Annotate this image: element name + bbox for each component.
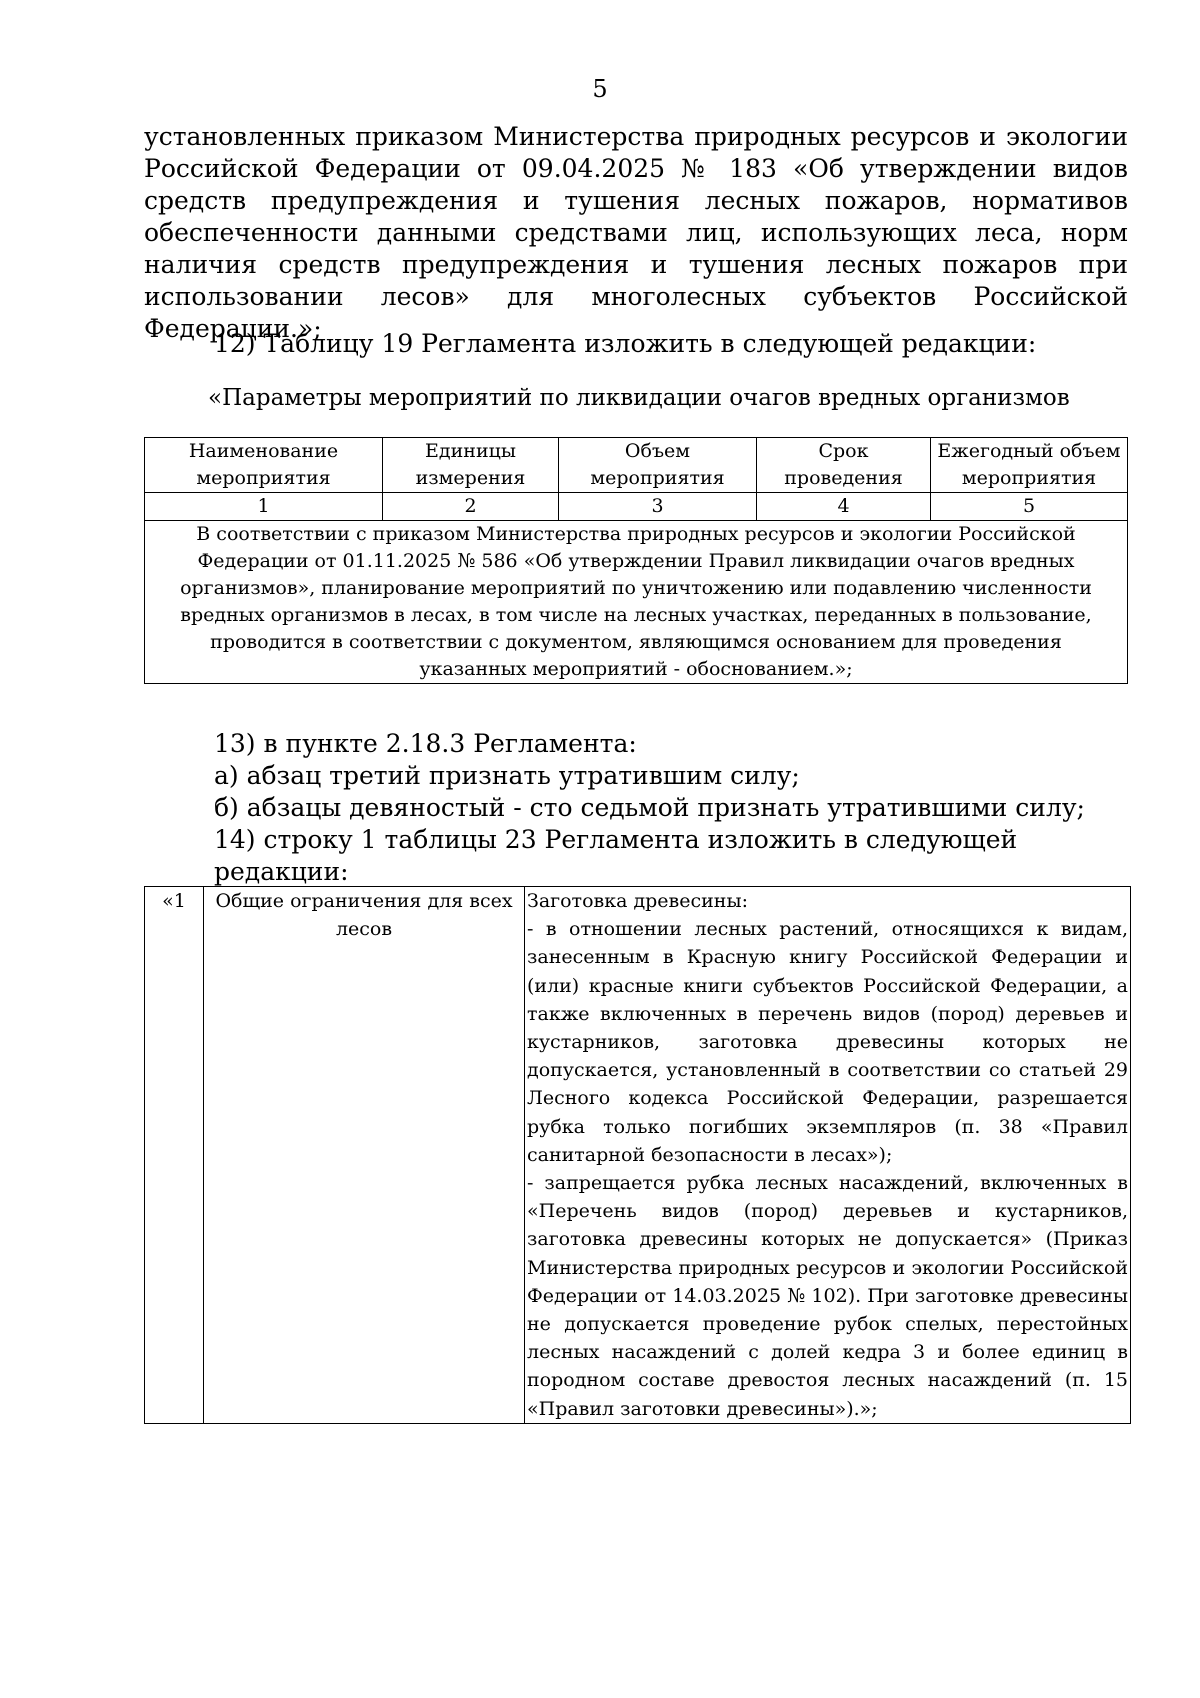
table-row — [145, 887, 1131, 1424]
row-text-cell — [525, 887, 1131, 1424]
header-line: мероприятия — [590, 467, 725, 489]
content-line: Федерации от 01.11.2025 № 586 «Об утверждении Правил ликвидации очагов вредных — [197, 550, 1075, 572]
content-line: организмов», планирование мероприятий по уничтожению или подавлению численности — [180, 577, 1092, 599]
header-cell-units — [383, 438, 559, 493]
header-cell-annual-volume — [931, 438, 1128, 493]
header-line: Объем — [624, 440, 691, 462]
table-23-row-1 — [144, 886, 1131, 1424]
row-name-cell: Общие ограничения для всех лесов — [204, 887, 525, 1424]
column-number: 5 — [931, 493, 1128, 521]
content-line: указанных мероприятий - обоснованием.»; — [419, 658, 853, 680]
row-bullet-2: - запрещается рубка лесных насаждений, включенных в «Перечень видов (пород) деревьев и кустарников, заготовка древесины которых не допускается» (Приказ Министерства природных ресурсов и экологии Российской Федерации от 14.03.2025 № 102). При заготовке древесины не допускается проведение рубок спелых, перестойных лесных насаждений с долей кедра 3 и более единиц в породном составе древостоя лесных насаждений (п. 15 «Правил заготовки древесины»).»; — [527, 1172, 1128, 1420]
content-line: В соответствии с приказом Министерства природных ресурсов и экологии Российской — [196, 523, 1076, 545]
header-cell-volume — [559, 438, 757, 493]
item-12: 12) Таблицу 19 Регламента изложить в следующей редакции: — [214, 329, 1037, 358]
page-number: 5 — [592, 75, 608, 103]
table-header-row — [145, 438, 1128, 493]
header-line: измерения — [415, 467, 526, 489]
content-line: вредных организмов в лесах, в том числе на лесных участках, переданных в пользование, — [180, 604, 1092, 626]
table-19-content-cell — [145, 521, 1128, 684]
column-number: 3 — [559, 493, 757, 521]
content-line: проводится в соответствии с документом, являющимся основанием для проведения — [210, 631, 1062, 653]
header-line: Единицы — [425, 440, 516, 462]
table-19-title: «Параметры мероприятий по ликвидации очагов вредных организмов — [208, 385, 1070, 411]
header-cell-name — [145, 438, 383, 493]
header-cell-period — [757, 438, 931, 493]
table-19-content-row — [145, 521, 1128, 684]
column-number: 1 — [145, 493, 383, 521]
column-number: 2 — [383, 493, 559, 521]
header-line: Ежегодный объем — [937, 440, 1121, 462]
paragraph-11-tail: установленных приказом Министерства природных ресурсов и экологии Российской Федерации от 09.04.2025 № 183 «Об утверждении видов средств предупреждения и тушения лесных пожаров, нормативов обеспеченности данными средствами лиц, использующих леса, норм наличия средств предупреждения и тушения лесных пожаров при использовании лесов» для многолесных субъектов Российской Федерации.»; — [144, 122, 1128, 343]
item-13a: а) абзац третий признать утратившим силу; — [214, 761, 800, 790]
item-13b: б) абзацы девяностый - сто седьмой признать утратившими силу; — [214, 793, 1085, 822]
item-13: 13) в пункте 2.18.3 Регламента: — [214, 729, 637, 758]
header-line: мероприятия — [961, 467, 1097, 489]
row-heading: Заготовка древесины: — [527, 890, 748, 912]
table-19 — [144, 437, 1128, 684]
header-line: Срок — [818, 440, 869, 462]
header-line: мероприятия — [196, 467, 331, 489]
row-bullet-1: - в отношении лесных растений, относящихся к видам, занесенным в Красную книгу Российской Федерации и (или) красные книги субъектов Российской Федерации, а также включенных в перечень видов (пород) деревьев и кустарников, заготовка древесины которых не допускается, установленный в соответствии со статьей 29 Лесного кодекса Российской Федерации, разрешается рубка только погибших экземпляров (п. 38 «Правил санитарной безопасности в лесах»); — [527, 918, 1128, 1166]
column-number-row — [145, 493, 1128, 521]
column-number: 4 — [757, 493, 931, 521]
header-line: Наименование — [188, 440, 339, 462]
row-number-cell: «1 — [145, 887, 204, 1424]
item-14: 14) строку 1 таблицы 23 Регламента изложить в следующей редакции: — [214, 825, 1018, 886]
header-line: проведения — [784, 467, 903, 489]
